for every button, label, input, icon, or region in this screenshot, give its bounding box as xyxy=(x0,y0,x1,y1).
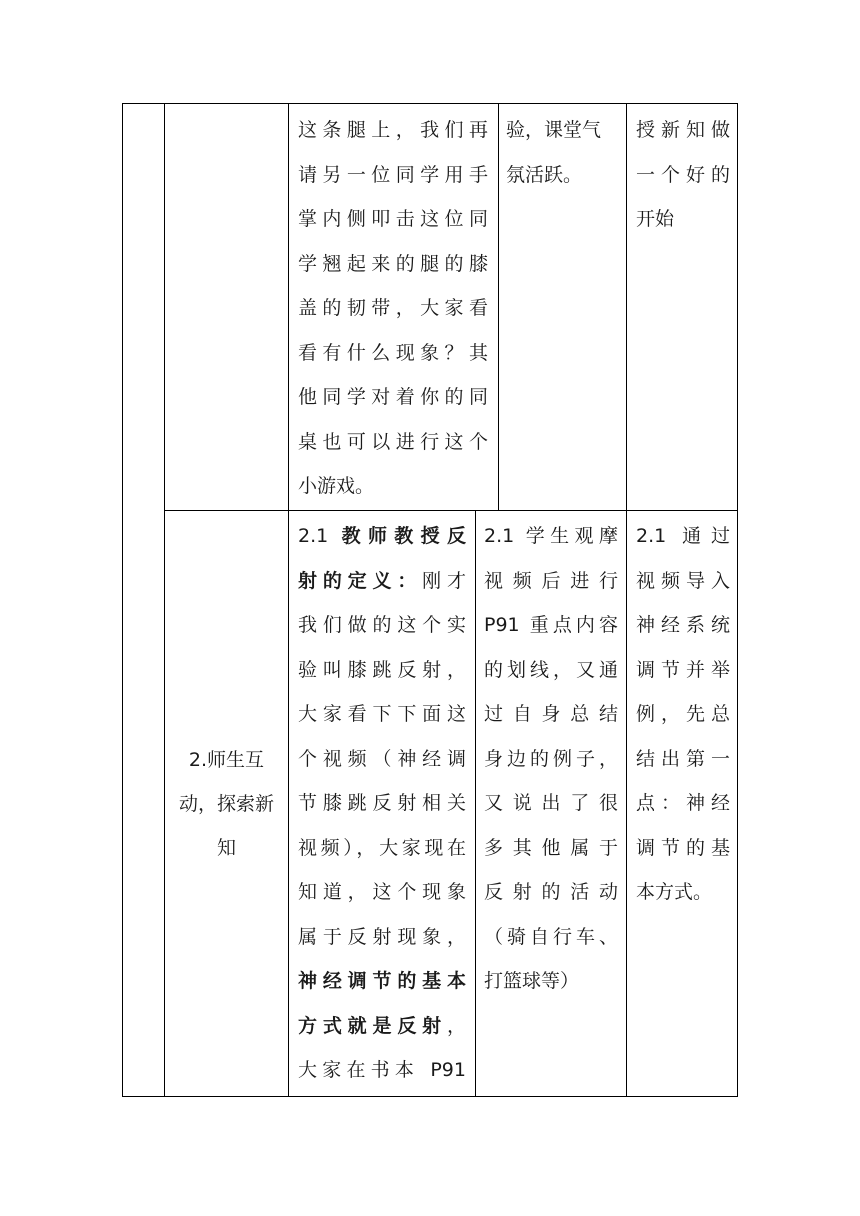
text-line: 氛活跃。 xyxy=(506,163,583,186)
text-line: 2.1 通过 xyxy=(636,525,730,547)
text-line: 调节并举 xyxy=(636,658,730,681)
text-line: 一个好的 xyxy=(636,163,730,186)
text-line: 验，课堂气 xyxy=(506,119,602,141)
text-segment: 刚才 xyxy=(422,569,466,592)
text-line: 的划线，又通 xyxy=(484,658,618,681)
col-border-4 xyxy=(626,103,627,1097)
text-line: 2.1 学生观摩 xyxy=(484,525,618,547)
text-line: 开始 xyxy=(636,208,675,230)
text-line: 知 xyxy=(216,837,236,859)
text-line: 学翘起来的腿的膝 xyxy=(298,252,488,275)
col-border-3-row1 xyxy=(498,103,499,510)
text-line: 请另一位同学用手 xyxy=(298,163,488,186)
row1-student-activity xyxy=(506,108,618,197)
text-line: 例，先总 xyxy=(636,703,730,725)
text-line: 视频后进行 xyxy=(484,569,618,592)
col-border-3-row2 xyxy=(475,510,476,1097)
bold-text: 方式就是反射 xyxy=(298,1014,447,1037)
text-line: 属于反射现象， xyxy=(298,925,466,948)
col-border-1 xyxy=(164,103,165,1097)
text-line xyxy=(298,514,466,559)
text-line xyxy=(298,559,466,604)
bold-heading: 射的定义： xyxy=(298,569,423,592)
text-line: （骑自行车、 xyxy=(484,925,618,948)
row2-student-activity xyxy=(484,514,618,1004)
text-line: 授新知做 xyxy=(636,119,730,141)
text-line: 他同学对着你的同 xyxy=(298,386,488,408)
text-line: 又说出了很 xyxy=(484,792,618,814)
text-line: 反射的活动 xyxy=(484,881,618,903)
text-line: 多其他属于 xyxy=(484,836,618,859)
text-line: 调节的基 xyxy=(636,836,730,859)
text-line xyxy=(298,959,466,1004)
col-border-right xyxy=(737,103,738,1097)
text-line: 本方式。 xyxy=(636,881,713,903)
text-line: 视频导入 xyxy=(636,569,730,592)
text-line: 个视频（神经调 xyxy=(298,747,466,770)
text-line: 大家在书本 P91 xyxy=(298,1059,466,1081)
text-line: 点：神经 xyxy=(636,792,730,814)
text-line: 节膝跳反射相关 xyxy=(298,792,466,814)
text-line: 我们做的这个实 xyxy=(298,614,466,636)
text-line: 神经系统 xyxy=(636,614,730,636)
table-bottom-border xyxy=(122,1096,738,1097)
row2-teacher-activity xyxy=(298,514,466,1093)
row1-design-intent xyxy=(636,108,730,242)
text-line: 验叫膝跳反射， xyxy=(298,658,466,681)
text-line xyxy=(298,1004,466,1049)
text-line: 盖的韧带，大家看 xyxy=(298,297,488,319)
text-line: 看有什么现象？其 xyxy=(298,341,488,364)
text-line: P91 重点内容 xyxy=(484,614,618,636)
text-line: 结出第一 xyxy=(636,747,730,770)
text-line: 掌内侧叩击这位同 xyxy=(298,208,488,230)
text-segment: ， xyxy=(446,1014,466,1037)
text-line: 大家看下下面这 xyxy=(298,703,466,725)
text-line: 身边的例子， xyxy=(484,747,618,770)
text-line: 小游戏。 xyxy=(298,475,375,497)
row1-teacher-activity xyxy=(298,108,488,509)
table-top-border xyxy=(122,103,738,104)
text-line: 知道，这个现象 xyxy=(298,881,466,903)
text-line: 这条腿上，我们再 xyxy=(298,119,488,141)
text-line: 过自身总结 xyxy=(484,703,618,725)
bold-heading: 教师教授反 xyxy=(341,525,466,547)
col-border-2 xyxy=(288,103,289,1097)
text-line: 桌也可以进行这个 xyxy=(298,430,488,453)
text-line: 2.师生互 xyxy=(188,749,265,771)
col-border-left xyxy=(122,103,123,1097)
bold-text: 神经调节的基本 xyxy=(298,970,466,992)
text-line: 视频），大家现在 xyxy=(298,836,466,859)
row2-design-intent xyxy=(636,514,730,915)
row-divider xyxy=(164,510,738,511)
text-line: 打篮球等） xyxy=(484,970,580,992)
section-number: 2.1 xyxy=(298,525,342,547)
text-line: 动，探索新 xyxy=(178,793,274,815)
row2-stage-label xyxy=(165,738,288,870)
